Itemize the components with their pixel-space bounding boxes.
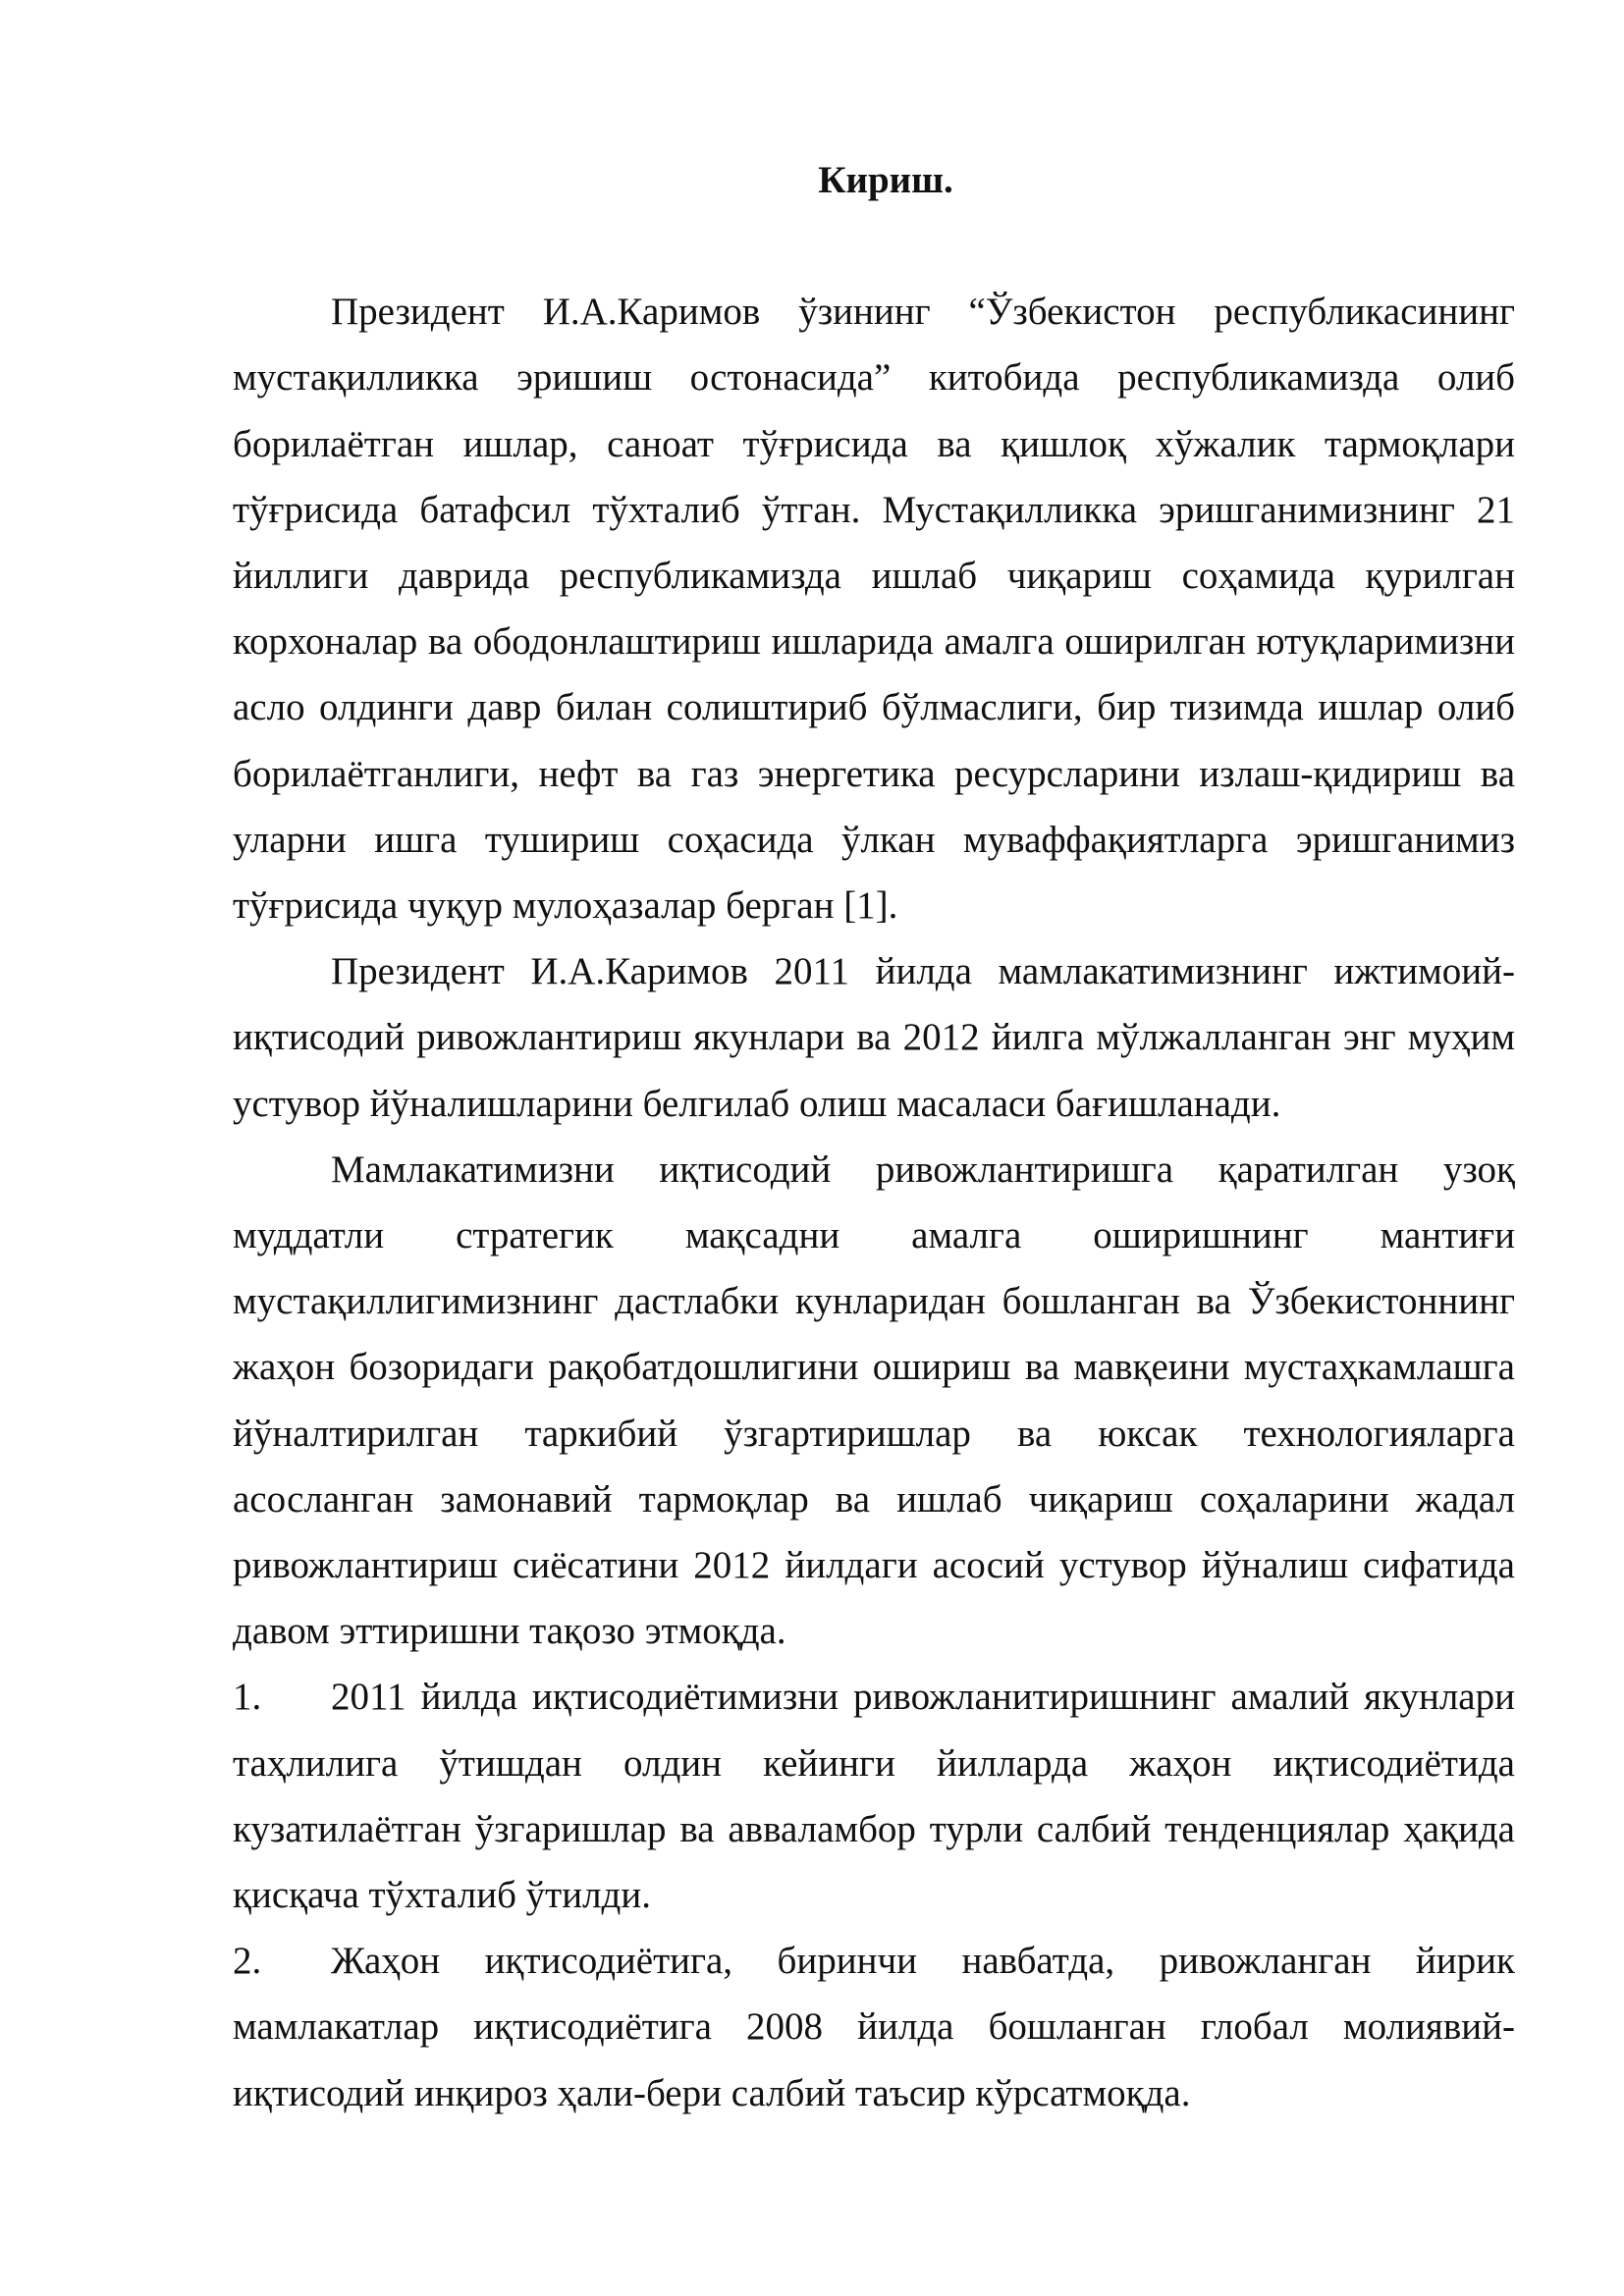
section-title: Кириш. (818, 159, 953, 201)
paragraph-1: Президент И.А.Каримов ўзининг “Ўзбекистон республикасининг мустақилликка эришиш остонасида” китобида республикамизда олиб борилаётган ишлар, саноат тўғрисида ва қишлоқ хўжалик тармоқлари тўғрисида батафсил тўхталиб ўтган. Мустақилликка эришганимизнинг 21 йиллиги даврида республикамизда ишлаб чиқариш соҳамида қурилган корхоналар ва ободонлаштириш ишларида амалга оширилган ютуқларимизни асло олдинги давр билан солиштириб бўлмаслиги, бир тизимда ишлар олиб борилаётганлиги, нефт ва газ энергетика ресурсларини излаш-қидириш ва уларни ишга тушириш соҳасида ўлкан муваффақиятларга эришганимиз тўғрисида чуқур мулоҳазалар берган [1]. (233, 291, 1515, 928)
document-page (233, 147, 1515, 2126)
item-text: 2011 йилда иқтисодиётимизни ривожланитиришнинг амалий якунлари таҳлилига ўтишдан олдин кейинги йилларда жаҳон иқтисодиётида кузатилаётган ўзгаришлар ва авваламбор турли салбий тенденциялар ҳақида қисқача тўхталиб ўтилди. (233, 1676, 1515, 1917)
numbered-item-1 (233, 1664, 1515, 1928)
item-number: 2. (233, 1940, 262, 1983)
paragraph-2: Президент И.А.Каримов 2011 йилда мамлакатимизнинг ижтимоий-иқтисодий ривожлантириш якунлари ва 2012 йилга мўлжалланган энг муҳим устувор йўналишларини белгилаб олиш масаласи бағишланади. (233, 950, 1515, 1125)
paragraph-3: Мамлакатимизни иқтисодий ривожлантиришга қаратилган узоқ муддатли стратегик мақсадни амалга оширишнинг мантиғи мустақиллигимизнинг дастлабки кунларидан бошланган ва Ўзбекистоннинг жаҳон бозоридаги рақобатдошлигини ошириш ва мавқеини мустаҳкамлашга йўналтирилган таркибий ўзгартиришлар ва юксак технологияларга асосланган замонавий тармоқлар ва ишлаб чиқариш соҳаларини жадал ривожлантириш сиёсатини 2012 йилдаги асосий устувор йўналиш сифатида давом эттиришни тақозо этмоқда. (233, 1148, 1515, 1653)
numbered-item-2 (233, 1928, 1515, 2126)
item-number: 1. (233, 1676, 262, 1719)
item-text: Жаҳон иқтисодиётига, биринчи навбатда, ривожланган йирик мамлакатлар иқтисодиётига 2008 йилда бошланган глобал молиявий-иқтисодий инқироз ҳали-бери салбий таъсир кўрсатмоқда. (233, 1940, 1515, 2114)
